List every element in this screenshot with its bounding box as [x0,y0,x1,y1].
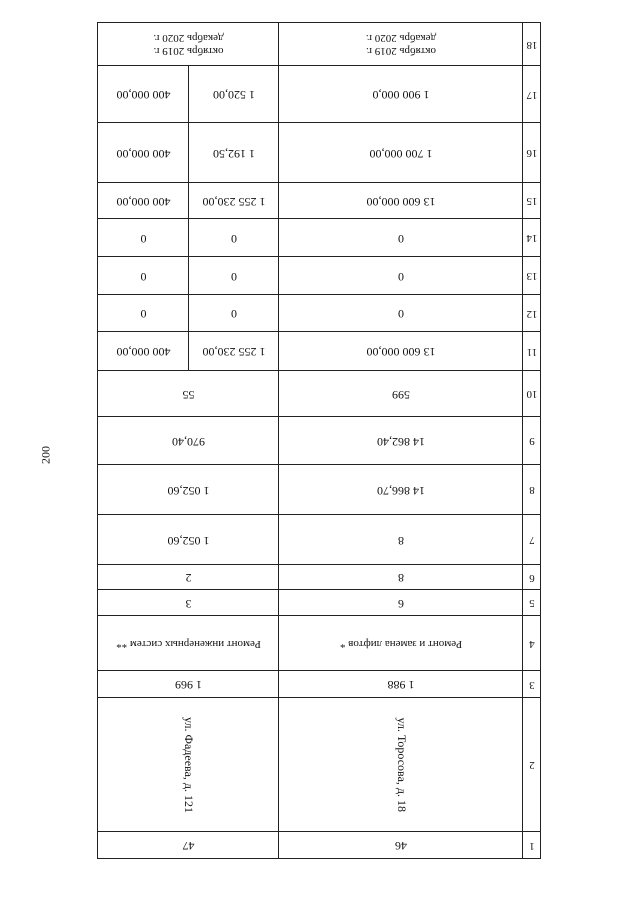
value-cell: 0 [140,269,147,284]
value-cell: 970,40 [172,434,205,449]
value-cell: 400 000,00 [116,88,171,103]
value-cell: 1 255 230,00 [202,345,266,360]
value-cell: 400 000,00 [116,194,171,209]
value-cell: 1 700 000,00 [369,146,433,161]
column-number: 1 [529,839,535,852]
value-cell: 14 866,70 [377,483,425,498]
column-number: 13 [526,270,538,283]
row-number: 46 [395,839,407,854]
value-cell: 55 [182,387,195,402]
value-cell: 14 862,40 [377,434,425,449]
value-cell: 0 [398,269,404,284]
value-cell: 3 [185,596,192,611]
period-start: октябрь 2019 г. [153,45,224,58]
period-end: декабрь 2020 г. [153,32,224,45]
value-cell: 0 [231,307,237,322]
column-number: 16 [526,147,538,160]
value-cell: 13 600 000,00 [366,194,436,209]
period-cell [98,23,279,66]
column-number: 6 [529,571,535,584]
page-number: 200 [38,446,53,464]
column-number: 4 [529,637,535,650]
value-cell: 0 [231,231,237,246]
period-end: декабрь 2020 г. [365,32,437,45]
value-cell: 2 [185,571,192,586]
year-cell: 1 988 [387,678,415,693]
value-cell: 1 900 000,0 [372,88,430,103]
column-number: 12 [526,307,538,320]
column-number: 17 [526,88,538,101]
period-cell [279,23,523,66]
value-cell: 400 000,00 [116,345,171,360]
value-cell: 13 600 000,00 [366,345,436,360]
column-number: 3 [529,678,535,691]
value-cell: 0 [398,307,404,322]
data-table [97,22,541,859]
value-cell: 0 [231,269,237,284]
value-cell: 0 [140,231,147,246]
address-cell [98,698,279,832]
column-number: 5 [529,597,535,610]
value-cell: 1 052,60 [167,483,210,498]
value-cell: 0 [398,231,404,246]
address-text: ул. Фадеева, д. 121 [182,717,197,813]
value-cell: 1 255 230,00 [202,194,266,209]
row-number: 47 [182,839,195,854]
column-number: 2 [529,759,535,772]
column-number: 15 [526,195,538,208]
value-cell: 8 [398,571,404,586]
work-type-cell: Ремонт и замена лифтов * [339,637,463,650]
value-cell: 599 [392,387,410,402]
column-number: 7 [529,534,535,547]
value-cell: 1 192,50 [213,146,255,161]
column-number: 10 [526,388,538,401]
value-cell: 8 [398,533,404,548]
column-number: 14 [526,232,538,245]
value-cell: 400 000,00 [116,146,171,161]
work-type-cell: Ремонт инженерных систем ** [116,637,261,650]
column-number: 18 [526,38,538,51]
column-number: 8 [529,484,535,497]
period-start: октябрь 2019 г. [365,45,437,58]
address-text: ул. Торосова, д. 18 [394,717,409,813]
column-number: 11 [526,345,538,358]
value-cell: 1 052,60 [167,533,210,548]
address-cell [279,698,523,832]
value-cell: 6 [398,596,404,611]
column-number: 9 [529,435,535,448]
year-cell: 1 969 [175,678,202,693]
value-cell: 1 520,00 [213,88,255,103]
value-cell: 0 [140,307,147,322]
